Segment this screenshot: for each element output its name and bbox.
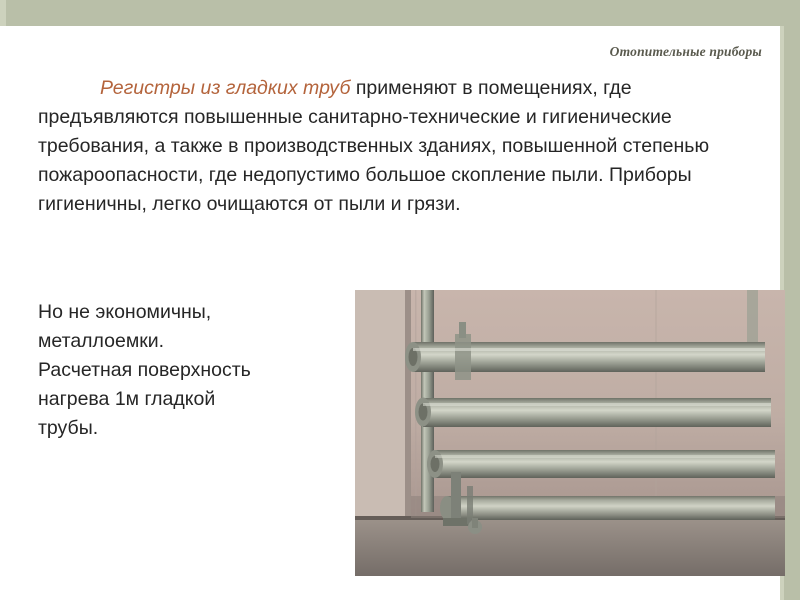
- paragraph-rest: применяют в помещениях, где предъявляются повышенные санитарно-технические и гигиенические требования, а также в производственных зданиях, повышенной степенью пожароопасности, где недопустимо большое скопление пыли. Приборы гигиеничны, легко очищаются от пыли и грязи.: [38, 77, 710, 215]
- lower-line: нагрева 1м гладкой: [38, 388, 216, 410]
- top-decorative-band: [0, 0, 800, 26]
- pipe-register-illustration: [355, 290, 785, 576]
- lower-line: Но не экономичны,: [38, 301, 212, 323]
- header-caption: Отопительные приборы: [609, 44, 762, 59]
- lower-text-block: [38, 298, 350, 443]
- lower-line: Расчетная поверхность: [38, 359, 251, 381]
- pipe-register-photo: [355, 290, 785, 576]
- lower-line: металлоемки.: [38, 330, 165, 352]
- lead-term: Регистры из гладких труб: [100, 77, 351, 99]
- main-paragraph: [38, 74, 754, 219]
- top-band-accent: [0, 0, 6, 26]
- right-decorative-bar: [784, 0, 800, 600]
- lower-line: трубы.: [38, 417, 99, 439]
